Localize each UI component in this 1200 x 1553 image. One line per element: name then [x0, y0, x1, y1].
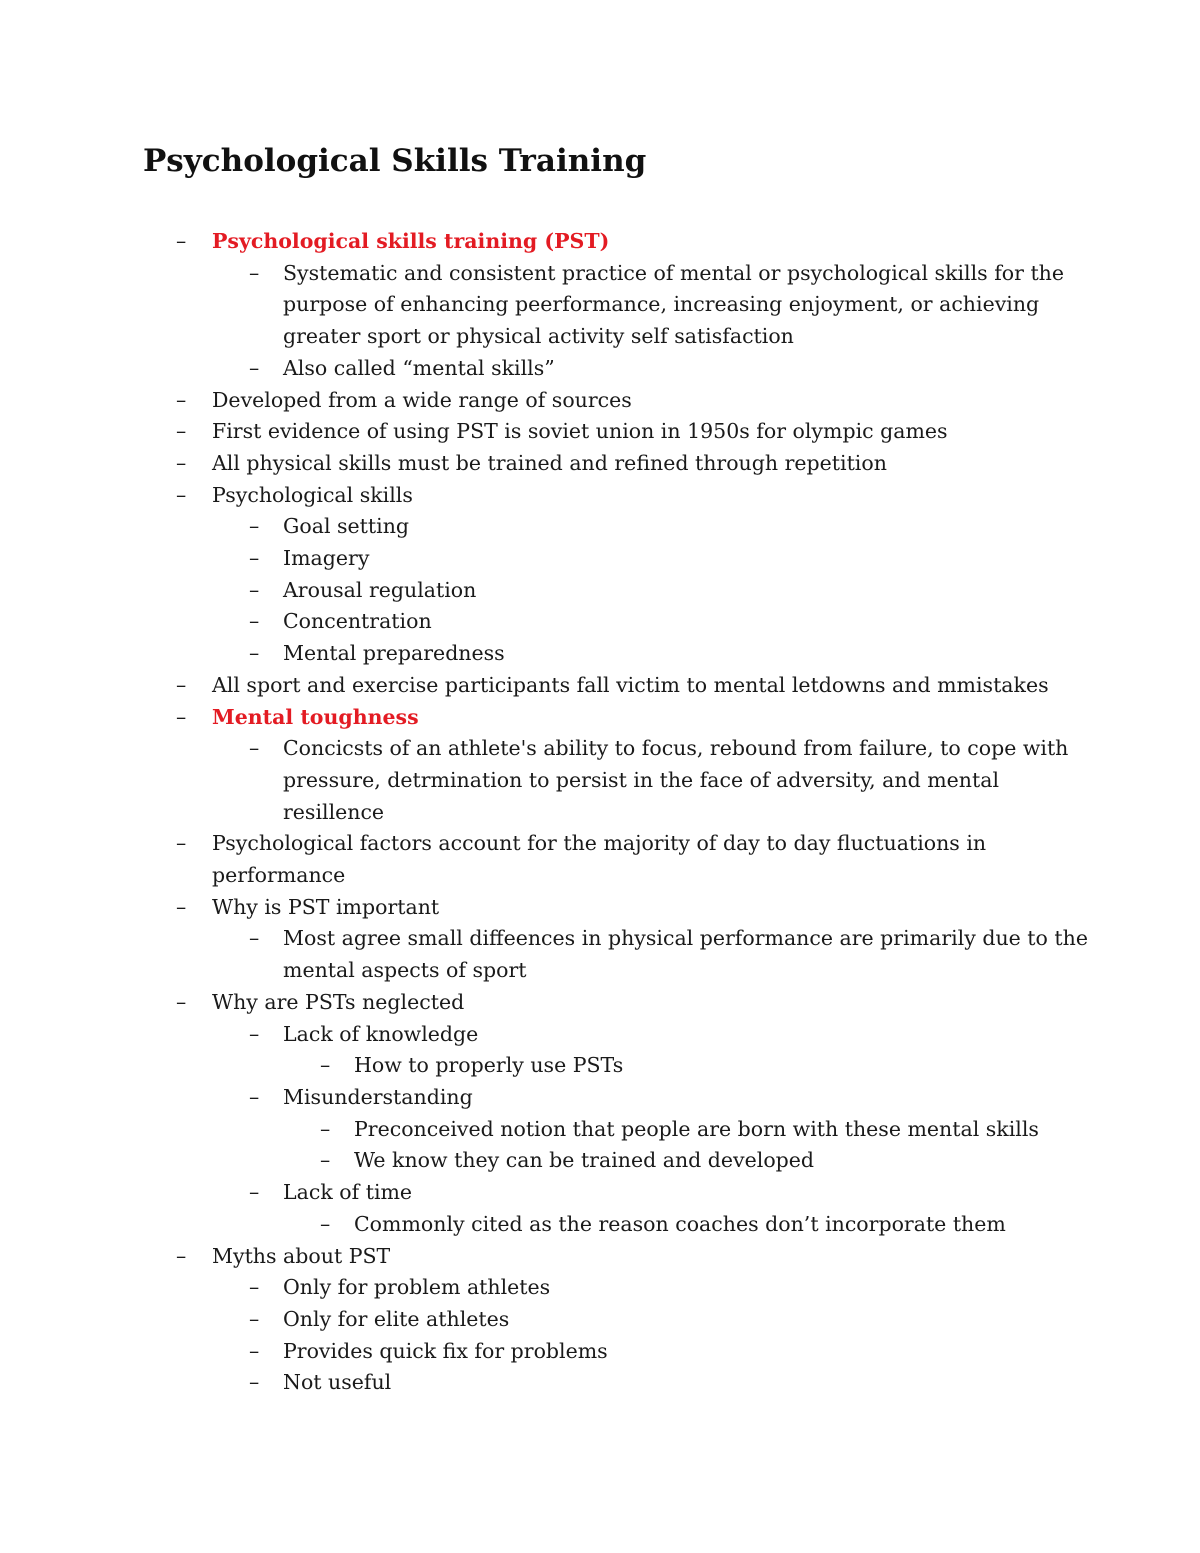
dash-bullet-icon: –	[176, 229, 187, 253]
dash-bullet-icon: –	[320, 1148, 331, 1173]
list-item-text: Mental preparedness	[283, 641, 505, 666]
list-item	[0, 828, 1200, 891]
list-item-text: resillence	[283, 799, 385, 824]
list-item-text: Myths about PST	[212, 1243, 391, 1268]
list-item-text: Psychological skills	[212, 482, 413, 507]
dash-bullet-icon: –	[176, 672, 187, 697]
list-item-text: mental aspects of sport	[283, 958, 527, 983]
list-item	[0, 1272, 1200, 1304]
dash-bullet-icon: –	[176, 1243, 187, 1268]
dash-bullet-icon: –	[176, 387, 187, 412]
dash-bullet-icon: –	[176, 989, 187, 1014]
list-item	[0, 543, 1200, 575]
bullet-list	[0, 226, 1200, 1399]
list-item-text: Not useful	[283, 1370, 392, 1395]
list-item	[0, 1145, 1200, 1177]
list-item-text: Imagery	[283, 546, 370, 571]
list-item-text: Preconceived notion that people are born with these mental skills	[354, 1116, 1039, 1141]
list-item-text: Goal setting	[283, 514, 410, 539]
dash-bullet-icon: –	[176, 831, 187, 856]
list-item-text: purpose of enhancing peerformance, increasing enjoyment, or achieving	[283, 292, 1040, 317]
list-item	[0, 670, 1200, 702]
list-item-text: Why are PSTs neglected	[212, 989, 465, 1014]
dash-bullet-icon: –	[176, 482, 187, 507]
list-item-text: Psychological skills training (PST)	[212, 229, 610, 253]
list-item-text: Systematic and consistent practice of mental or psychological skills for the	[283, 260, 1065, 285]
list-item	[0, 1019, 1200, 1051]
list-item-text: Also called “mental skills”	[283, 355, 555, 380]
dash-bullet-icon: –	[249, 1021, 260, 1046]
list-item-text: Developed from a wide range of sources	[212, 387, 632, 412]
list-item-text: Only for elite athletes	[283, 1306, 510, 1331]
list-item-text: Concicsts of an athlete's ability to focus, rebound from failure, to cope with	[283, 736, 1069, 761]
dash-bullet-icon: –	[176, 704, 187, 729]
list-item-text: All physical skills must be trained and refined through repetition	[212, 450, 887, 475]
list-item	[0, 1336, 1200, 1368]
list-item-text: Arousal regulation	[283, 577, 477, 602]
list-item	[0, 702, 1200, 734]
list-item-text: Commonly cited as the reason coaches don’t incorporate them	[354, 1211, 1006, 1236]
list-item-text: Psychological factors account for the majority of day to day fluctuations in	[212, 831, 987, 856]
list-item-text: Why is PST important	[212, 894, 440, 919]
dash-bullet-icon: –	[249, 1084, 260, 1109]
dash-bullet-icon: –	[249, 514, 260, 539]
page-title: Psychological Skills Training	[143, 143, 647, 179]
list-item	[0, 1367, 1200, 1399]
list-item	[0, 385, 1200, 417]
dash-bullet-icon: –	[176, 419, 187, 444]
dash-bullet-icon: –	[249, 260, 260, 285]
dash-bullet-icon: –	[249, 609, 260, 634]
list-item-text: Provides quick fix for problems	[283, 1338, 608, 1363]
list-item-text: performance	[212, 863, 346, 888]
dash-bullet-icon: –	[249, 1306, 260, 1331]
list-item	[0, 480, 1200, 512]
list-item	[0, 923, 1200, 986]
list-item	[0, 416, 1200, 448]
dash-bullet-icon: –	[320, 1053, 331, 1078]
list-item	[0, 892, 1200, 924]
list-item-text: Most agree small diffeences in physical performance are primarily due to the	[283, 926, 1088, 951]
list-item	[0, 1209, 1200, 1241]
list-item	[0, 1050, 1200, 1082]
list-item-text: greater sport or physical activity self satisfaction	[283, 324, 794, 349]
dash-bullet-icon: –	[249, 577, 260, 602]
list-item	[0, 575, 1200, 607]
list-item	[0, 606, 1200, 638]
dash-bullet-icon: –	[320, 1116, 331, 1141]
list-item	[0, 1241, 1200, 1273]
list-item	[0, 511, 1200, 543]
list-item	[0, 733, 1200, 828]
dash-bullet-icon: –	[249, 355, 260, 380]
dash-bullet-icon: –	[249, 546, 260, 571]
list-item	[0, 448, 1200, 480]
dash-bullet-icon: –	[249, 1370, 260, 1395]
list-item	[0, 353, 1200, 385]
list-item-text: Misunderstanding	[283, 1084, 473, 1109]
list-item	[0, 1114, 1200, 1146]
list-item-text: Only for problem athletes	[283, 1275, 551, 1300]
list-item-text: Concentration	[283, 609, 432, 634]
list-item-text: How to properly use PSTs	[354, 1053, 624, 1078]
dash-bullet-icon: –	[176, 450, 187, 475]
list-item	[0, 987, 1200, 1019]
dash-bullet-icon: –	[249, 641, 260, 666]
list-item	[0, 1082, 1200, 1114]
list-item-text: pressure, detrmination to persist in the face of adversity, and mental	[283, 767, 999, 792]
dash-bullet-icon: –	[249, 736, 260, 761]
dash-bullet-icon: –	[249, 1338, 260, 1363]
list-item-text: We know they can be trained and developed	[354, 1148, 815, 1173]
list-item-text: Lack of time	[283, 1180, 413, 1205]
list-item-text: First evidence of using PST is soviet union in 1950s for olympic games	[212, 419, 948, 444]
list-item-text: Mental toughness	[212, 704, 419, 729]
dash-bullet-icon: –	[249, 1180, 260, 1205]
dash-bullet-icon: –	[249, 1275, 260, 1300]
list-item-text: All sport and exercise participants fall victim to mental letdowns and mmistakes	[212, 672, 1049, 697]
list-item	[0, 258, 1200, 353]
list-item	[0, 1177, 1200, 1209]
list-item-text: Lack of knowledge	[283, 1021, 479, 1046]
dash-bullet-icon: –	[320, 1211, 331, 1236]
dash-bullet-icon: –	[176, 894, 187, 919]
list-item	[0, 226, 1200, 258]
list-item	[0, 1304, 1200, 1336]
dash-bullet-icon: –	[249, 926, 260, 951]
list-item	[0, 638, 1200, 670]
